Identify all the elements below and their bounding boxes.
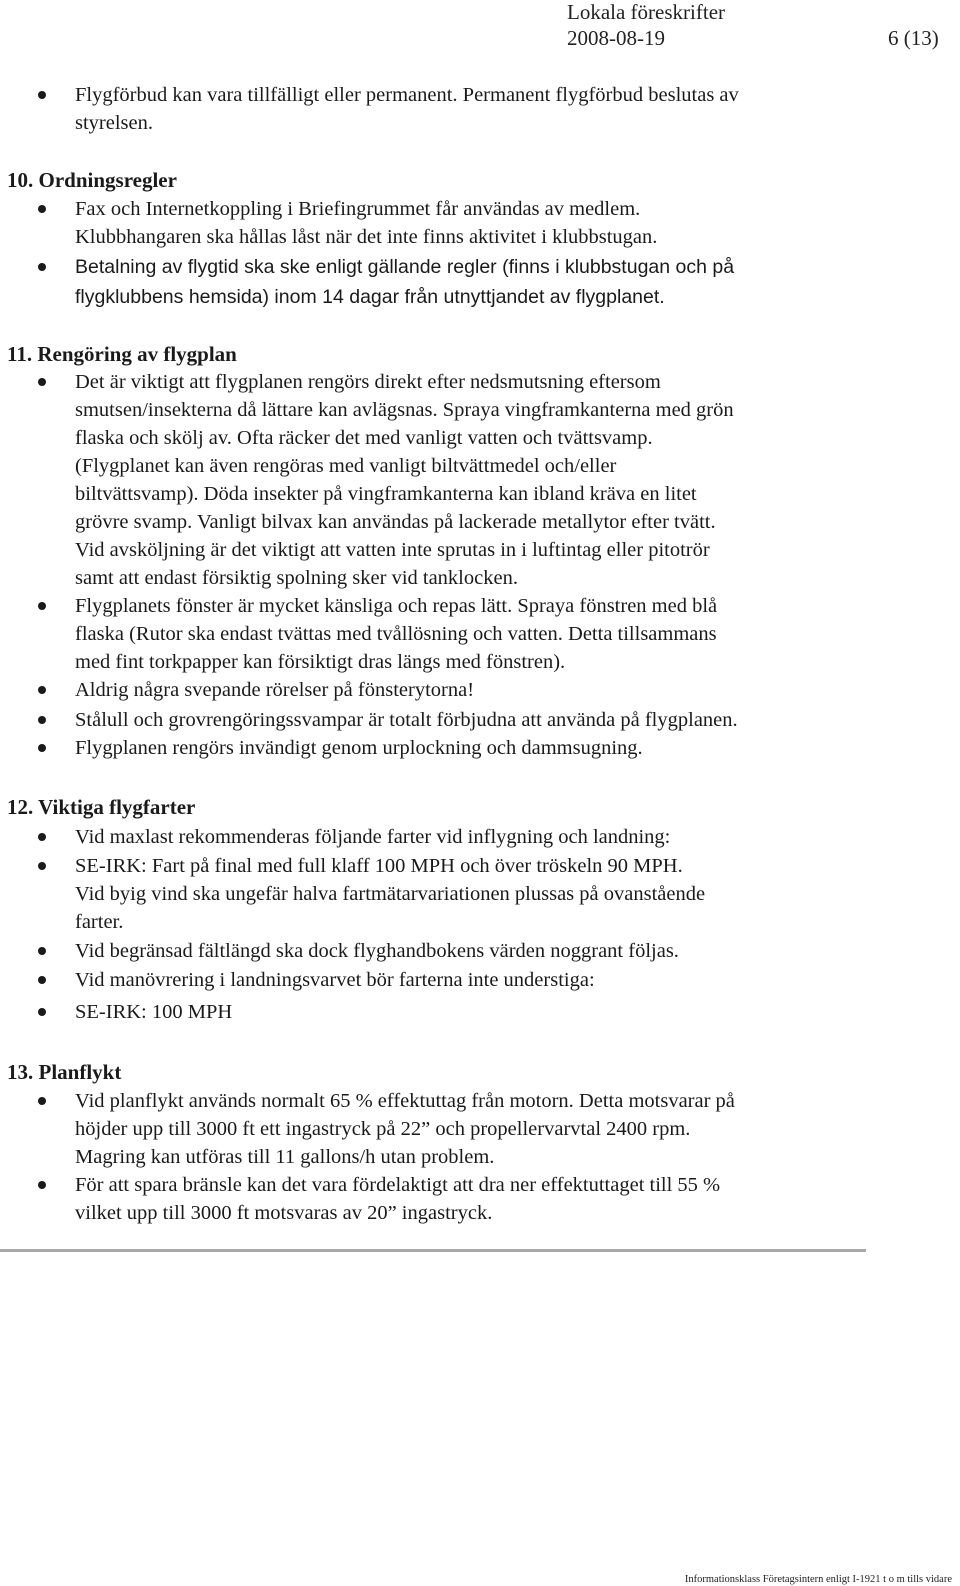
bullet-icon xyxy=(38,833,46,841)
list-item-line: flaska och skölj av. Ofta räcker det med vanligt vatten och tvättsvamp. xyxy=(75,427,653,449)
list-item-line: Vid byig vind ska ungefär halva fartmätarvariationen plussas på ovanstående xyxy=(75,883,706,905)
bullet-icon xyxy=(38,205,46,213)
list-item-line: Vid manövrering i landningsvarvet bör farterna inte understiga: xyxy=(75,969,595,991)
bullet-icon xyxy=(38,1181,46,1189)
bullet-icon xyxy=(38,91,46,99)
list-item-line: styrelsen. xyxy=(75,112,153,134)
list-item-line: smutsen/insekterna då lättare kan avlägsnas. Spraya vingframkanterna med grön xyxy=(75,399,734,421)
section-heading: 12. Viktiga flygfarter xyxy=(7,795,196,819)
list-item-line: För att spara bränsle kan det vara fördelaktigt att dra ner effektuttaget till 55 % xyxy=(75,1174,721,1196)
section-heading: 13. Planflykt xyxy=(7,1060,122,1084)
list-item-line: biltvättsvamp). Döda insekter på vingframkanterna kan ibland kräva en litet xyxy=(75,483,697,505)
page-number: 6 (13) xyxy=(888,26,939,50)
bullet-icon xyxy=(38,947,46,955)
bullet-icon xyxy=(38,976,46,984)
list-item-line: Flygförbud kan vara tillfälligt eller permanent. Permanent flygförbud beslutas av xyxy=(75,84,739,106)
bullet-icon xyxy=(38,1008,46,1016)
list-item-line: farter. xyxy=(75,911,124,933)
bullet-icon xyxy=(38,602,46,610)
list-item-line: Vid maxlast rekommenderas följande farter vid inflygning och landning: xyxy=(75,826,671,848)
list-item-line: samt att endast försiktig spolning sker vid tanklocken. xyxy=(75,567,518,589)
list-item-line: Vid avsköljning är det viktigt att vatten inte sprutas in i luftintag eller pitotrör xyxy=(75,539,710,561)
list-item-line: Magring kan utföras till 11 gallons/h utan problem. xyxy=(75,1146,495,1168)
bullet-icon xyxy=(38,263,46,271)
document-title: Lokala föreskrifter xyxy=(567,0,726,24)
list-item-line: Betalning av flygtid ska ske enligt gällande regler (finns i klubbstugan och på xyxy=(75,256,735,278)
list-item-line: Vid begränsad fältlängd ska dock flyghandbokens värden noggrant följas. xyxy=(75,940,679,962)
bullet-icon xyxy=(38,744,46,752)
list-item-line: Flygplanets fönster är mycket känsliga och repas lätt. Spraya fönstren med blå xyxy=(75,595,718,617)
bullet-icon xyxy=(38,862,46,870)
list-item-line: Aldrig några svepande rörelser på fönsterytorna! xyxy=(75,679,475,701)
list-item-line: Fax och Internetkoppling i Briefingrummet får användas av medlem. xyxy=(75,198,641,220)
bullet-icon xyxy=(38,716,46,724)
list-item-line: flaska (Rutor ska endast tvättas med tvållösning och vatten. Detta tillsammans xyxy=(75,623,717,645)
list-item-line: Flygplanen rengörs invändigt genom urplockning och dammsugning. xyxy=(75,737,643,759)
list-item-line: med fint torkpapper kan försiktigt dras längs med fönstren). xyxy=(75,651,566,673)
list-item-line: flygklubbens hemsida) inom 14 dagar från utnyttjandet av flygplanet. xyxy=(75,286,665,308)
list-item-line: Klubbhangaren ska hållas låst när det inte finns aktivitet i klubbstugan. xyxy=(75,226,658,248)
list-item-line: Vid planflykt används normalt 65 % effektuttag från motorn. Detta motsvarar på xyxy=(75,1090,735,1112)
list-item-line: (Flygplanet kan även rengöras med vanligt biltvättmedel och/eller xyxy=(75,455,617,477)
list-item-line: Det är viktigt att flygplanen rengörs direkt efter nedsmutsning eftersom xyxy=(75,371,661,393)
classification-footer: Informationsklass Företagsintern enligt I-1921 t o m tills vidare xyxy=(684,1574,952,1585)
bullet-icon xyxy=(38,686,46,694)
list-item-line: Stålull och grovrengöringssvampar är totalt förbjudna att använda på flygplanen. xyxy=(75,709,738,731)
section-heading: 11. Rengöring av flygplan xyxy=(7,342,237,366)
list-item-line: SE-IRK: Fart på final med full klaff 100 MPH och över tröskeln 90 MPH. xyxy=(75,855,683,877)
bullet-icon xyxy=(38,1097,46,1105)
document-date: 2008-08-19 xyxy=(567,26,665,50)
footer-separator xyxy=(0,1249,866,1252)
list-item-line: grövre svamp. Vanligt bilvax kan användas på lackerade metallytor efter tvätt. xyxy=(75,511,716,533)
section-heading: 10. Ordningsregler xyxy=(7,168,177,192)
list-item-line: vilket upp till 3000 ft motsvaras av 20” ingastryck. xyxy=(75,1202,493,1224)
list-item-line: höjder upp till 3000 ft ett ingastryck på 22” och propellervarvtal 2400 rpm. xyxy=(75,1118,691,1140)
bullet-icon xyxy=(38,378,46,386)
list-item-line: SE-IRK: 100 MPH xyxy=(75,1001,233,1023)
